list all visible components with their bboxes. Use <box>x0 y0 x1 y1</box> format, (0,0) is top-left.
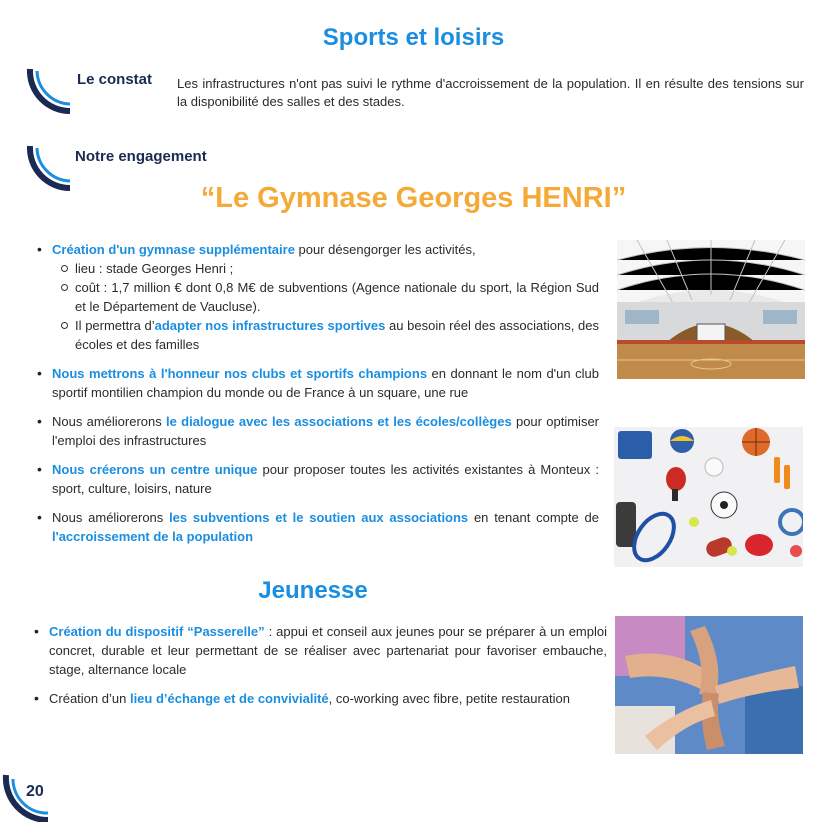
list-item: • Création d'un gymnase supplémentaire pour désengorger les activités, <box>52 240 599 259</box>
list-item: • Création d’un lieu d’échange et de convivialité, co-working avec fibre, petite restauration <box>49 689 607 708</box>
sub-list-item: Il permettra d’adapter nos infrastructures sportives au besoin réel des associations, des écoles et des familles <box>75 318 599 352</box>
constat-text: Les infrastructures n'ont pas suivi le rythme d'accroissement de la population. Il en résulte des tensions sur la disponibilité des salles et des stades. <box>177 76 804 109</box>
list-item: • Nous mettrons à l'honneur nos clubs et sportifs champions en donnant le nom d'un club sportif montilien champion du monde ou de France à un square, une rue <box>52 364 599 402</box>
project-title: “Le Gymnase Georges HENRI” <box>200 182 627 214</box>
sports-equipment-image <box>614 427 803 567</box>
constat-label: Le constat <box>77 71 153 88</box>
list-item: • Nous améliorerons le dialogue avec les associations et les écoles/collèges pour optimiser l'emploi des infrastructures <box>52 412 599 450</box>
engagement-label: Notre engagement <box>75 148 207 165</box>
section-arc-icon <box>24 67 72 115</box>
list-item: • Création du dispositif “Passerelle” : appui et conseil aux jeunes pour se préparer à un emploi concret, durable et leur permettant de se réaliser avec partenariat pour favoriser embauche, stage, alternance locale <box>49 622 607 679</box>
sports-list <box>52 240 599 546</box>
section-title-jeunesse: Jeunesse <box>258 577 368 604</box>
page-title: Sports et loisirs <box>322 24 505 51</box>
sub-list-item: coût : 1,7 million € dont 0,8 M€ de subventions (Agence nationale du sport, la Région Sud et le Département de Vaucluse). <box>75 280 599 314</box>
page-number: 20 <box>26 783 44 800</box>
sub-list-item: lieu : stade Georges Henri ; <box>75 259 599 278</box>
list-item: • Nous améliorerons les subventions et le soutien aux associations en tenant compte de l'accroissement de la population <box>52 508 599 546</box>
hands-teamwork-image <box>615 616 803 754</box>
gymnasium-image <box>617 240 805 379</box>
list-item: • Nous créerons un centre unique pour proposer toutes les activités existantes à Monteux : sport, culture, loisirs, nature <box>52 460 599 498</box>
jeunesse-list <box>49 622 607 708</box>
